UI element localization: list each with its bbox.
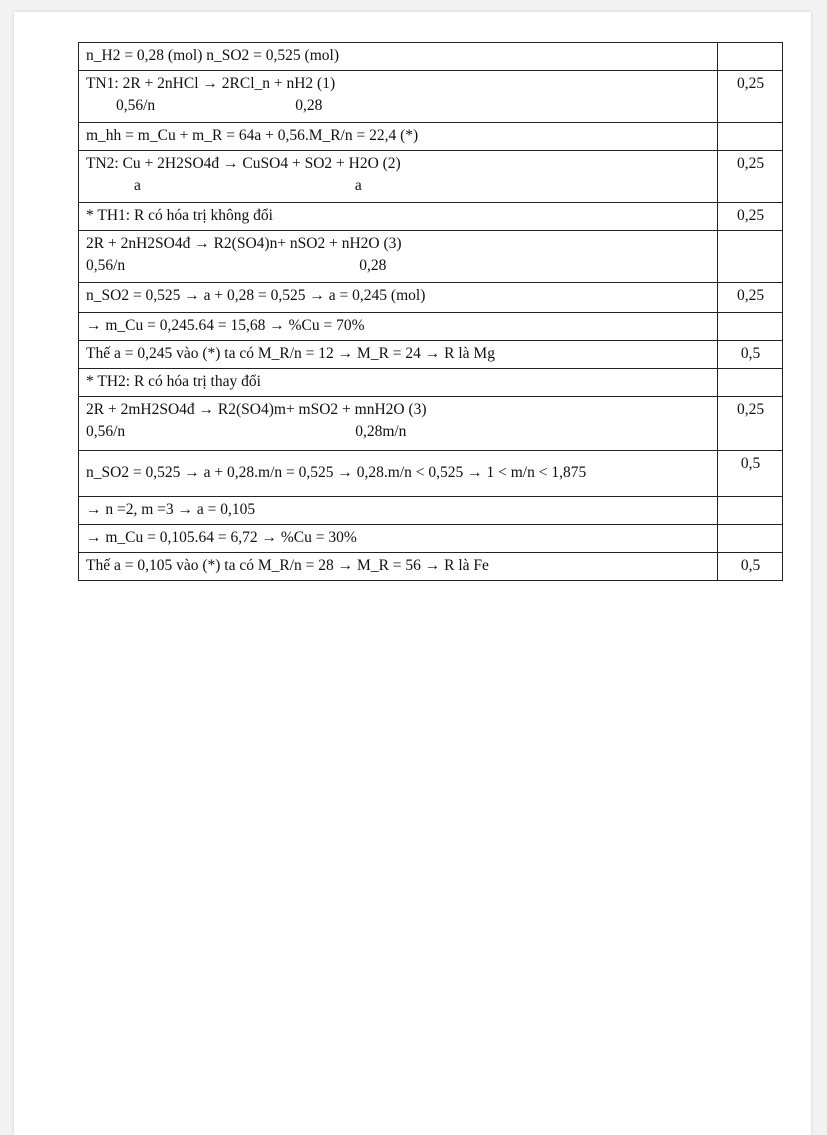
table-row <box>79 231 783 283</box>
content-cell <box>79 497 718 525</box>
table-row <box>79 43 783 71</box>
solution-table <box>78 42 783 581</box>
mole-value: 0,28 <box>295 97 323 114</box>
mole-values-line <box>86 421 711 443</box>
table-row <box>79 397 783 451</box>
mole-values-line <box>86 95 711 117</box>
equation-line: n_SO2 = 0,525 → a + 0,28 = 0,525 → a = 0,245 (mol) <box>86 287 426 304</box>
equation-line: n_H2 = 0,28 (mol) n_SO2 = 0,525 (mol) <box>86 47 339 64</box>
content-cell <box>79 43 718 71</box>
table-row <box>79 283 783 313</box>
table-row <box>79 525 783 553</box>
content-cell <box>79 71 718 123</box>
table-row <box>79 341 783 369</box>
table-row <box>79 369 783 397</box>
mole-value: 0,56/n <box>86 257 126 274</box>
mole-value: a <box>354 177 362 194</box>
equation-line: 2R + 2nH2SO4đ → R2(SO4)n+ nSO2 + nH2O (3) <box>86 235 402 252</box>
mole-values-line <box>86 175 711 197</box>
score-cell: 0,25 <box>718 397 783 451</box>
table-row <box>79 497 783 525</box>
table-row <box>79 313 783 341</box>
equation-line: → m_Cu = 0,245.64 = 15,68 → %Cu = 70% <box>86 317 365 334</box>
score-cell: 0,25 <box>718 203 783 231</box>
content-cell <box>79 283 718 313</box>
table-row <box>79 71 783 123</box>
case-heading: * TH2: R có hóa trị thay đổi <box>86 373 261 390</box>
content-cell <box>79 313 718 341</box>
document-page <box>14 12 811 1135</box>
equation-line: Thế a = 0,105 vào (*) ta có M_R/n = 28 → M_R = 56 → R là Fe <box>86 557 489 574</box>
score-cell: 0,25 <box>718 283 783 313</box>
equation-line: Thế a = 0,245 vào (*) ta có M_R/n = 12 → M_R = 24 → R là Mg <box>86 345 495 362</box>
content-cell <box>79 341 718 369</box>
equation-line: 2R + 2mH2SO4đ → R2(SO4)m+ mSO2 + mnH2O (3) <box>86 401 427 418</box>
score-cell: 0,25 <box>718 71 783 123</box>
score-cell <box>718 369 783 397</box>
score-cell: 0,5 <box>718 451 783 497</box>
content-cell <box>79 525 718 553</box>
table-row <box>79 151 783 203</box>
equation-line: TN1: 2R + 2nHCl → 2RCl_n + nH2 (1) <box>86 75 336 92</box>
table-row <box>79 123 783 151</box>
mole-value: 0,56/n <box>116 97 156 114</box>
content-cell <box>79 123 718 151</box>
score-cell <box>718 313 783 341</box>
content-cell <box>79 231 718 283</box>
equation-line: TN2: Cu + 2H2SO4đ → CuSO4 + SO2 + H2O (2) <box>86 155 401 172</box>
score-cell: 0,5 <box>718 553 783 581</box>
mole-value: 0,28 <box>359 257 387 274</box>
content-cell <box>79 451 718 497</box>
equation-line: → n =2, m =3 → a = 0,105 <box>86 501 256 518</box>
score-cell <box>718 497 783 525</box>
mole-value: 0,56/n <box>86 423 126 440</box>
table-row <box>79 553 783 581</box>
table-row <box>79 451 783 497</box>
equation-line: m_hh = m_Cu + m_R = 64a + 0,56.M_R/n = 22,4 (*) <box>86 127 419 144</box>
case-heading: * TH1: R có hóa trị không đổi <box>86 207 273 224</box>
score-cell: 0,25 <box>718 151 783 203</box>
content-cell <box>79 151 718 203</box>
equation-line: n_SO2 = 0,525 → a + 0,28.m/n = 0,525 → 0,28.m/n < 0,525 → 1 < m/n < 1,875 <box>86 464 587 481</box>
content-cell <box>79 397 718 451</box>
content-cell <box>79 369 718 397</box>
mole-value: a <box>134 177 141 194</box>
score-cell: 0,5 <box>718 341 783 369</box>
equation-line: → m_Cu = 0,105.64 = 6,72 → %Cu = 30% <box>86 529 357 546</box>
table-row <box>79 203 783 231</box>
content-cell <box>79 203 718 231</box>
score-cell <box>718 43 783 71</box>
score-cell <box>718 231 783 283</box>
mole-values-line <box>86 255 711 277</box>
mole-value: 0,28m/n <box>355 423 407 440</box>
score-cell <box>718 123 783 151</box>
content-cell <box>79 553 718 581</box>
score-cell <box>718 525 783 553</box>
